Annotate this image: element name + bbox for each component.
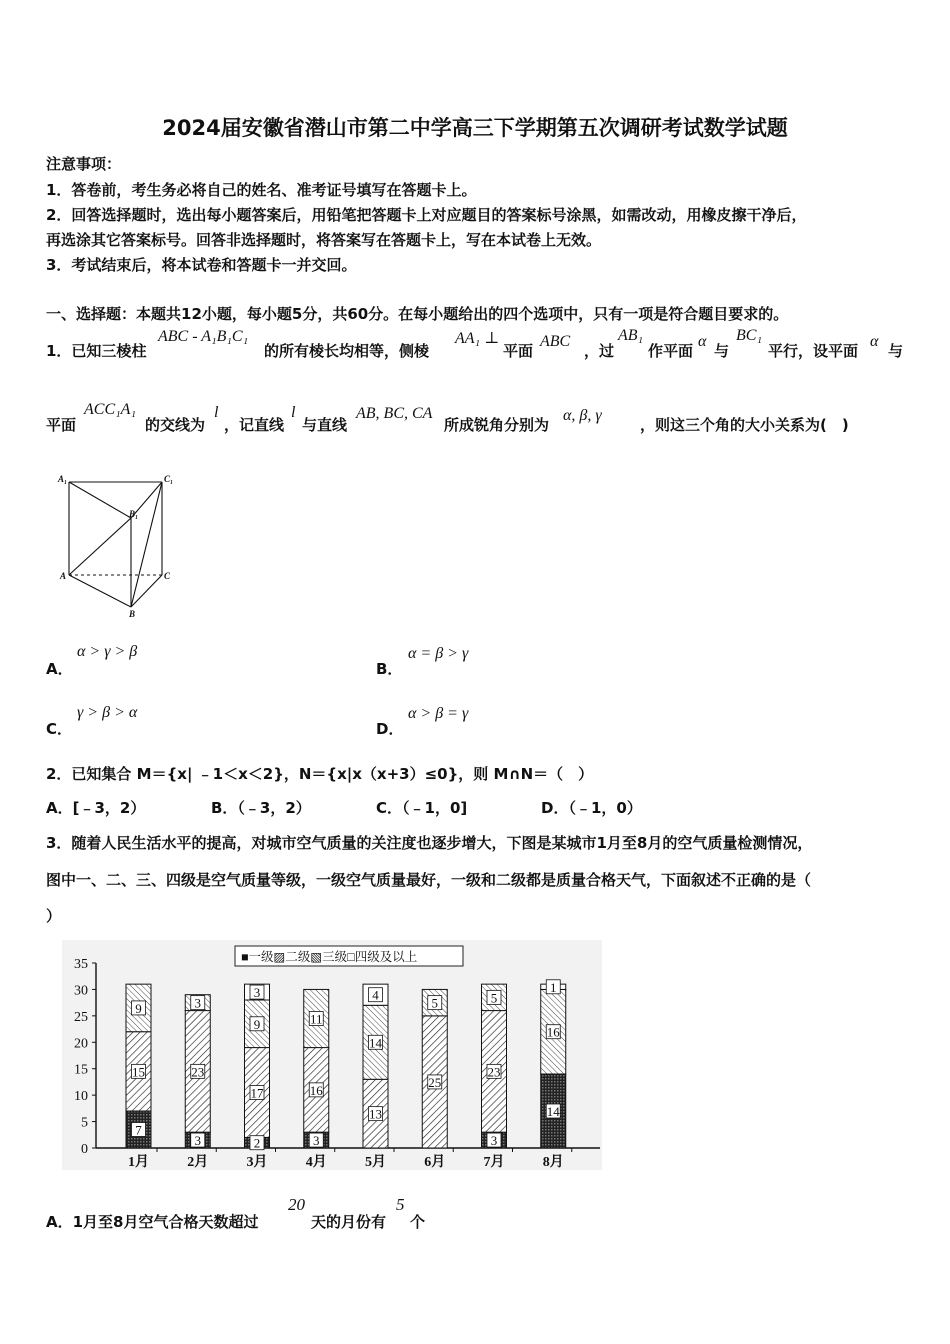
q3-stem: 3．随着人民生活水平的提高，对城市空气质量的关注度也逐步增大，下图是某城市1月至8月的空气质量检测情况， (46, 834, 813, 852)
bar-value-label: 4 (372, 987, 379, 1003)
q1-text: 作平面 (648, 342, 694, 360)
y-tick-label: 25 (74, 1009, 88, 1025)
notice-heading: 注意事项： (46, 155, 122, 173)
bar-value-label: 3 (253, 985, 261, 1001)
q1-option-d-label[interactable]: D． (376, 720, 404, 738)
q1-text: ，则这三个角的大小关系为( ) (640, 416, 849, 434)
y-tick-label: 15 (74, 1062, 88, 1078)
bar-value-label: 16 (546, 1024, 560, 1040)
q1-option-b-label[interactable]: B． (376, 660, 403, 678)
page-title: 2024届安徽省潜山市第二中学高三下学期第五次调研考试数学试题 (162, 116, 788, 140)
bar-value-label: 14 (369, 1035, 382, 1051)
edge-ab (69, 575, 131, 607)
q1-math: l (214, 404, 219, 421)
q3-stem: ） (46, 907, 62, 925)
q1-option-d-expr[interactable]: α > β = γ (408, 705, 469, 722)
bar-value-label: 5 (490, 990, 498, 1006)
q1-text: 平行，设平面 (768, 342, 859, 360)
q2-option-d[interactable]: D．（﹣1，0） (541, 799, 642, 817)
q1-text: 与直线 (302, 416, 348, 434)
notice-item: 再选涂其它答案标号。回答非选择题时，将答案写在答题卡上，写在本试卷上无效。 (46, 231, 602, 249)
notice-item: 1．答卷前，考生务必将自己的姓名、准考证号填写在答题卡上。 (46, 181, 477, 199)
y-tick-label: 35 (74, 957, 88, 972)
q1-math: α (870, 333, 879, 350)
q1-text: 平面 (46, 416, 77, 434)
bar-value-label: 3 (313, 1133, 320, 1149)
bar-value-label: 9 (135, 1000, 142, 1016)
chart-legend: ■一级▨二级▧三级□四级及以上 (241, 950, 418, 964)
bar-value-label: 23 (191, 1064, 205, 1080)
q1-text: 1．已知三棱柱 (46, 342, 147, 360)
q1-option-b-expr[interactable]: α = β > γ (408, 645, 469, 662)
label-c: C (164, 571, 171, 581)
q1-math: AA₁ ⊥ (455, 330, 500, 347)
label-b1: B₁ (129, 509, 139, 519)
q1-math: ABC - A₁B₁C₁ (158, 328, 249, 345)
edge-bc (131, 575, 162, 607)
x-tick-label: 2月 (187, 1155, 209, 1170)
q1-math: AB₁ (618, 327, 644, 344)
notice-item: 2．回答选择题时，选出每小题答案后，用铅笔把答题卡上对应题目的答案标号涂黑，如需改动，用橡皮擦干净后， (46, 206, 807, 224)
q1-math: AB, BC, CA (356, 405, 433, 422)
y-tick-label: 20 (74, 1036, 88, 1052)
label-c1: C₁ (164, 474, 174, 484)
q1-math: α (698, 333, 707, 350)
y-tick-label: 30 (74, 983, 88, 999)
q1-option-c-expr[interactable]: γ > β > α (77, 704, 138, 721)
label-b: B (129, 609, 136, 619)
bar-value-label: 5 (431, 995, 438, 1011)
q1-option-a-expr[interactable]: α > γ > β (77, 643, 138, 660)
q2-stem: 2．已知集合 M＝{x| ﹣1＜x＜2}，N＝{x|x（x+3）≤0}，则 M∩N＝（ ） (46, 765, 594, 783)
q2-option-b[interactable]: B．（﹣3，2） (211, 799, 311, 817)
bar-value-label: 3 (490, 1133, 498, 1149)
q1-text: 的所有棱长均相等，侧棱 (264, 342, 430, 360)
q1-option-c-label[interactable]: C． (46, 720, 73, 738)
q1-text: 的交线为 (145, 416, 206, 434)
air-quality-chart (62, 940, 602, 1170)
q2-option-a[interactable]: A．[﹣3，2） (46, 799, 146, 817)
bar-value-label: 15 (132, 1064, 145, 1080)
bar-value-label: 14 (546, 1104, 560, 1119)
q1-option-a-label[interactable]: A． (46, 660, 73, 678)
q3-option-a-number: 5 (396, 1195, 405, 1214)
q2-option-c[interactable]: C．（﹣1，0] (376, 799, 468, 817)
bar-value-label: 17 (250, 1085, 264, 1101)
bar-value-label: 25 (428, 1074, 442, 1090)
bar-value-label: 9 (253, 1016, 261, 1032)
x-tick-label: 1月 (128, 1155, 149, 1170)
q1-text: ，过 (584, 342, 615, 360)
q1-text: 平面 (503, 342, 534, 360)
bar-value-label: 13 (369, 1106, 382, 1122)
edge-a1b1 (69, 482, 131, 518)
x-tick-label: 4月 (305, 1155, 327, 1170)
q1-math: ABC (540, 333, 571, 350)
x-tick-label: 8月 (542, 1155, 564, 1170)
section-heading: 一、选择题：本题共12小题，每小题5分，共60分。在每小题给出的四个选项中，只有一项是符合题目要求的。 (46, 305, 789, 323)
prism-figure (55, 470, 185, 620)
q3-option-a-text: 个 (410, 1213, 426, 1231)
notice-item: 3．考试结束后，将本试卷和答题卡一并交回。 (46, 256, 357, 274)
q3-option-a-number: 20 (288, 1195, 305, 1214)
q1-math: l (291, 404, 296, 421)
q1-math: α, β, γ (563, 407, 602, 424)
bar-value-label: 3 (194, 995, 201, 1011)
bar-value-label: 1 (550, 979, 557, 995)
q1-text: 与 (888, 342, 904, 360)
q1-math: ACC₁A₁ (84, 401, 137, 418)
bar-value-label: 11 (309, 1011, 323, 1027)
x-tick-label: 5月 (365, 1155, 386, 1170)
q3-option-a-text[interactable]: A．1月至8月空气合格天数超过 (46, 1213, 259, 1231)
x-tick-label: 7月 (483, 1155, 505, 1170)
bar-value-label: 2 (253, 1135, 261, 1151)
q1-math: BC₁ (736, 327, 763, 344)
bar-value-label: 23 (487, 1064, 501, 1080)
label-a: A (60, 571, 67, 581)
label-a1: A₁ (58, 474, 68, 484)
edge-ab1 (69, 518, 131, 575)
y-tick-label: 0 (81, 1142, 88, 1157)
q3-option-a-text: 天的月份有 (311, 1213, 387, 1231)
q3-stem: 图中一、二、三、四级是空气质量等级，一级空气质量最好，一级和二级都是质量合格天气，下面叙述不正确的是（ (46, 871, 812, 889)
bar-value-label: 3 (194, 1133, 201, 1149)
x-tick-label: 3月 (246, 1155, 268, 1170)
bar-value-label: 7 (135, 1122, 142, 1138)
bar-value-label: 16 (309, 1082, 323, 1098)
q1-text: 与 (714, 342, 730, 360)
y-tick-label: 5 (81, 1115, 88, 1131)
x-tick-label: 6月 (424, 1155, 446, 1170)
q1-text: 所成锐角分别为 (444, 416, 550, 434)
q1-text: ，记直线 (224, 416, 285, 434)
y-tick-label: 10 (74, 1089, 88, 1105)
